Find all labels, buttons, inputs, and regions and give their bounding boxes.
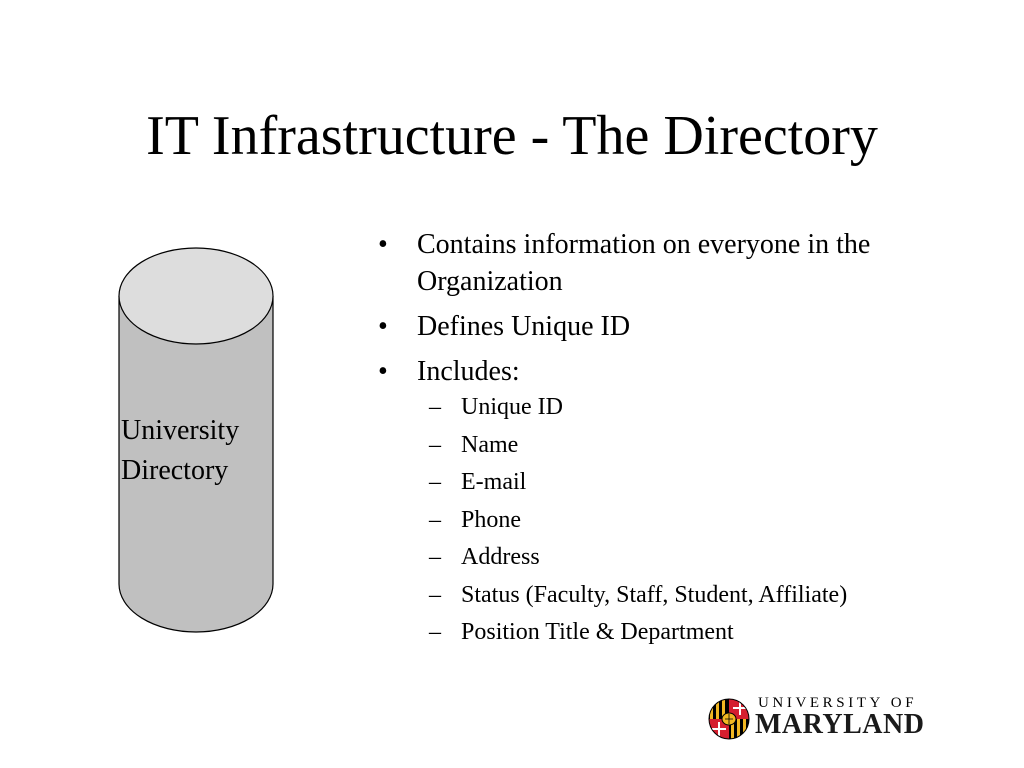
bullet-item <box>378 226 978 300</box>
sub-bullet-item <box>417 580 978 610</box>
dash-marker: – <box>429 544 441 570</box>
sub-bullet-item <box>417 392 978 422</box>
bullet-item <box>378 308 978 345</box>
dash-marker: – <box>429 431 441 458</box>
dash-marker: – <box>429 394 441 420</box>
sub-bullet-item <box>417 505 978 535</box>
bullet-text: Includes: <box>417 356 520 387</box>
university-logo <box>708 694 948 746</box>
logo-text-university-of: UNIVERSITY OF <box>758 695 918 711</box>
sub-bullet-text: Status (Faculty, Staff, Student, Affiliate) <box>461 581 848 608</box>
sub-bullet-item <box>417 467 978 497</box>
sub-bullet-text: Name <box>461 431 519 458</box>
sub-bullet-item <box>417 542 978 572</box>
maryland-seal-icon <box>708 698 750 740</box>
logo-text-maryland: MARYLAND <box>755 709 925 740</box>
sub-bullet-text: Unique ID <box>461 394 563 420</box>
cylinder-label <box>121 411 239 491</box>
sub-bullet-text: Phone <box>461 506 521 533</box>
cylinder-label-line2: Directory <box>121 455 229 486</box>
dash-marker: – <box>429 506 441 533</box>
bullet-marker: • <box>378 356 388 387</box>
bullet-item <box>378 353 978 647</box>
cylinder-label-line1: University <box>121 415 240 446</box>
dash-marker: – <box>429 619 441 645</box>
bullet-marker: • <box>378 229 388 260</box>
bullet-text: Contains information on everyone in the Organization <box>417 229 871 297</box>
dash-marker: – <box>429 581 441 608</box>
sub-bullet-text: Position Title & Department <box>461 619 734 645</box>
bullet-marker: • <box>378 311 388 342</box>
sub-bullet-item <box>417 430 978 460</box>
sub-bullet-text: E-mail <box>461 469 527 495</box>
bullet-list <box>378 226 978 655</box>
sub-bullet-item <box>417 617 978 647</box>
slide-title: IT Infrastructure - The Directory <box>146 105 878 167</box>
sub-bullet-text: Address <box>461 544 540 570</box>
dash-marker: – <box>429 469 441 495</box>
bullet-text: Defines Unique ID <box>417 311 631 342</box>
sub-bullet-list <box>417 392 978 647</box>
